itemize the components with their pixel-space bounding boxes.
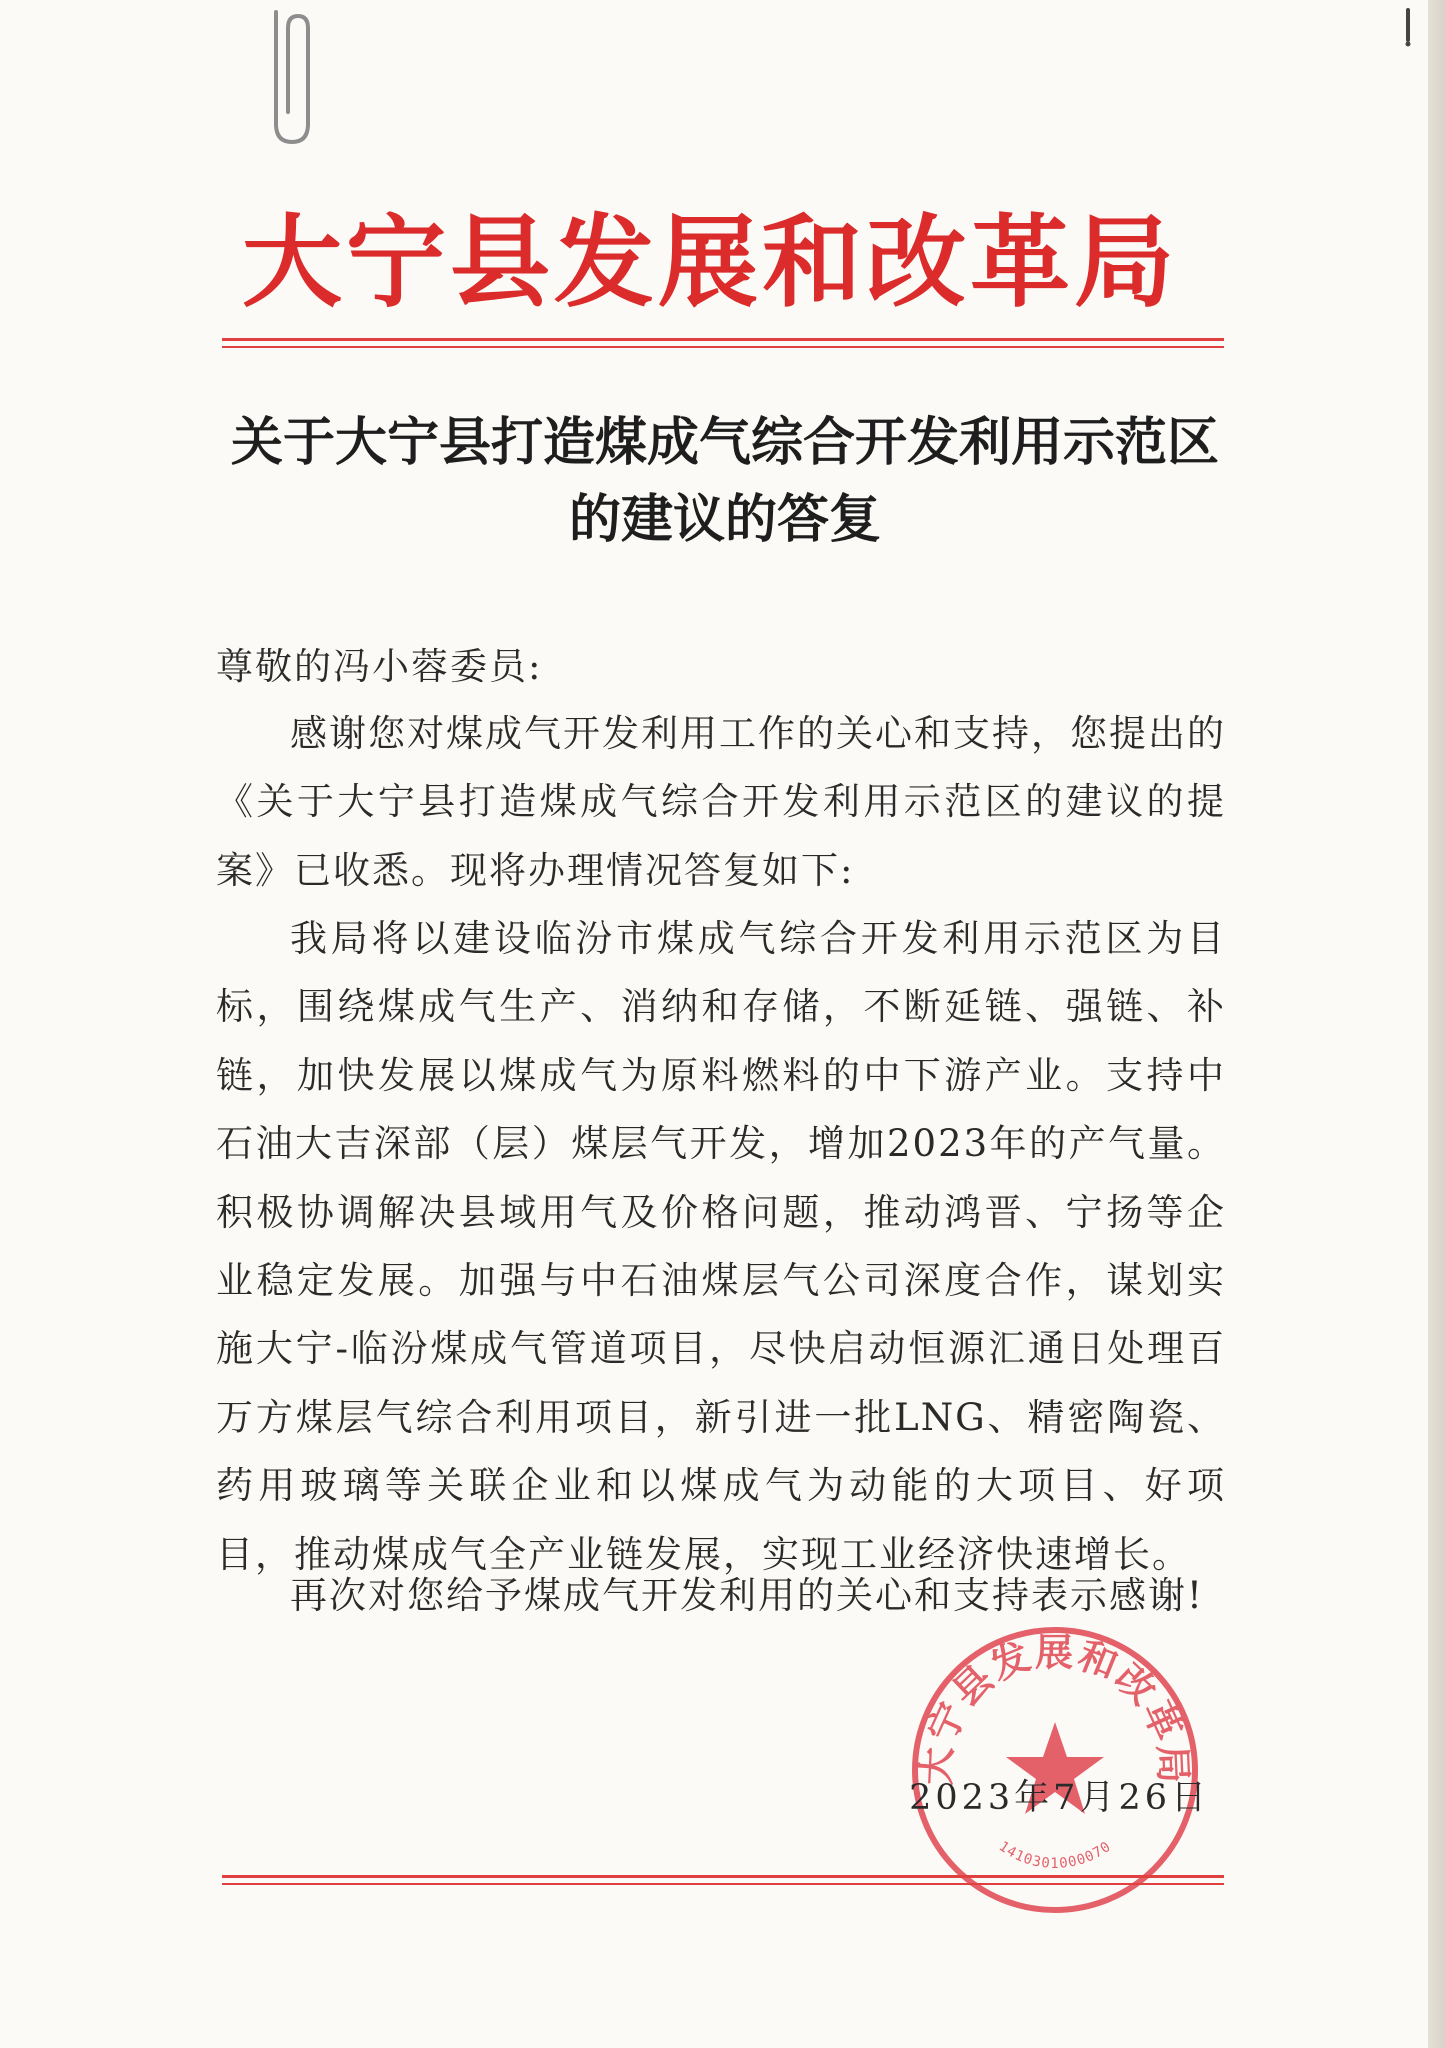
footer-rule xyxy=(222,1875,1224,1878)
paragraph-acknowledgement: 感谢您对煤成气开发利用工作的关心和支持，您提出的《关于大宁县打造煤成气综合开发利用示范区的建议的提案》已收悉。现将办理情况答复如下: xyxy=(216,712,1226,892)
salutation: 尊敬的冯小蓉委员: xyxy=(216,645,543,688)
svg-text:大宁县发展和改革局: 大宁县发展和改革局 xyxy=(914,1630,1196,1786)
paragraph-closing: 再次对您给予煤成气开发利用的关心和支持表示感谢! xyxy=(290,1574,1204,1617)
svg-text:1410301000070: 1410301000070 xyxy=(995,1838,1115,1872)
paperclip-icon xyxy=(262,4,322,154)
letterhead-org-name: 大宁县发展和改革局 xyxy=(242,204,1178,321)
document-title-line-1: 关于大宁县打造煤成气综合开发利用示范区 xyxy=(230,412,1219,473)
letterhead-rule-thin xyxy=(222,346,1224,348)
paper-stack-edge xyxy=(1428,0,1445,2048)
staple-mark-icon xyxy=(1400,8,1416,48)
signature-date: 2023年7月26日 xyxy=(909,1778,1210,1818)
paragraph-response: 我局将以建设临汾市煤成气综合开发利用示范区为目标，围绕煤成气生产、消纳和存储，不断延链、强链、补链，加快发展以煤成气为原料燃料的中下游产业。支持中石油大吉深部（层）煤层气开发，增加2023年的产气量。积极协调解决县域用气及价格问题，推动鸿晋、宁扬等企业稳定发展。加强与中石油煤层气公司深度合作，谋划实施大宁-临汾煤成气管道项目，尽快启动恒源汇通日处理百万方煤层气综合利用项目，新引进一批LNG、精密陶瓷、药用玻璃等关联企业和以煤成气为动能的大项目、好项目，推动煤成气全产业链发展，实现工业经济快速增长。 xyxy=(216,917,1226,1576)
footer-rule-thin xyxy=(222,1883,1224,1885)
document-title-line-2: 的建议的答复 xyxy=(568,489,881,550)
letterhead-rule xyxy=(222,338,1224,341)
